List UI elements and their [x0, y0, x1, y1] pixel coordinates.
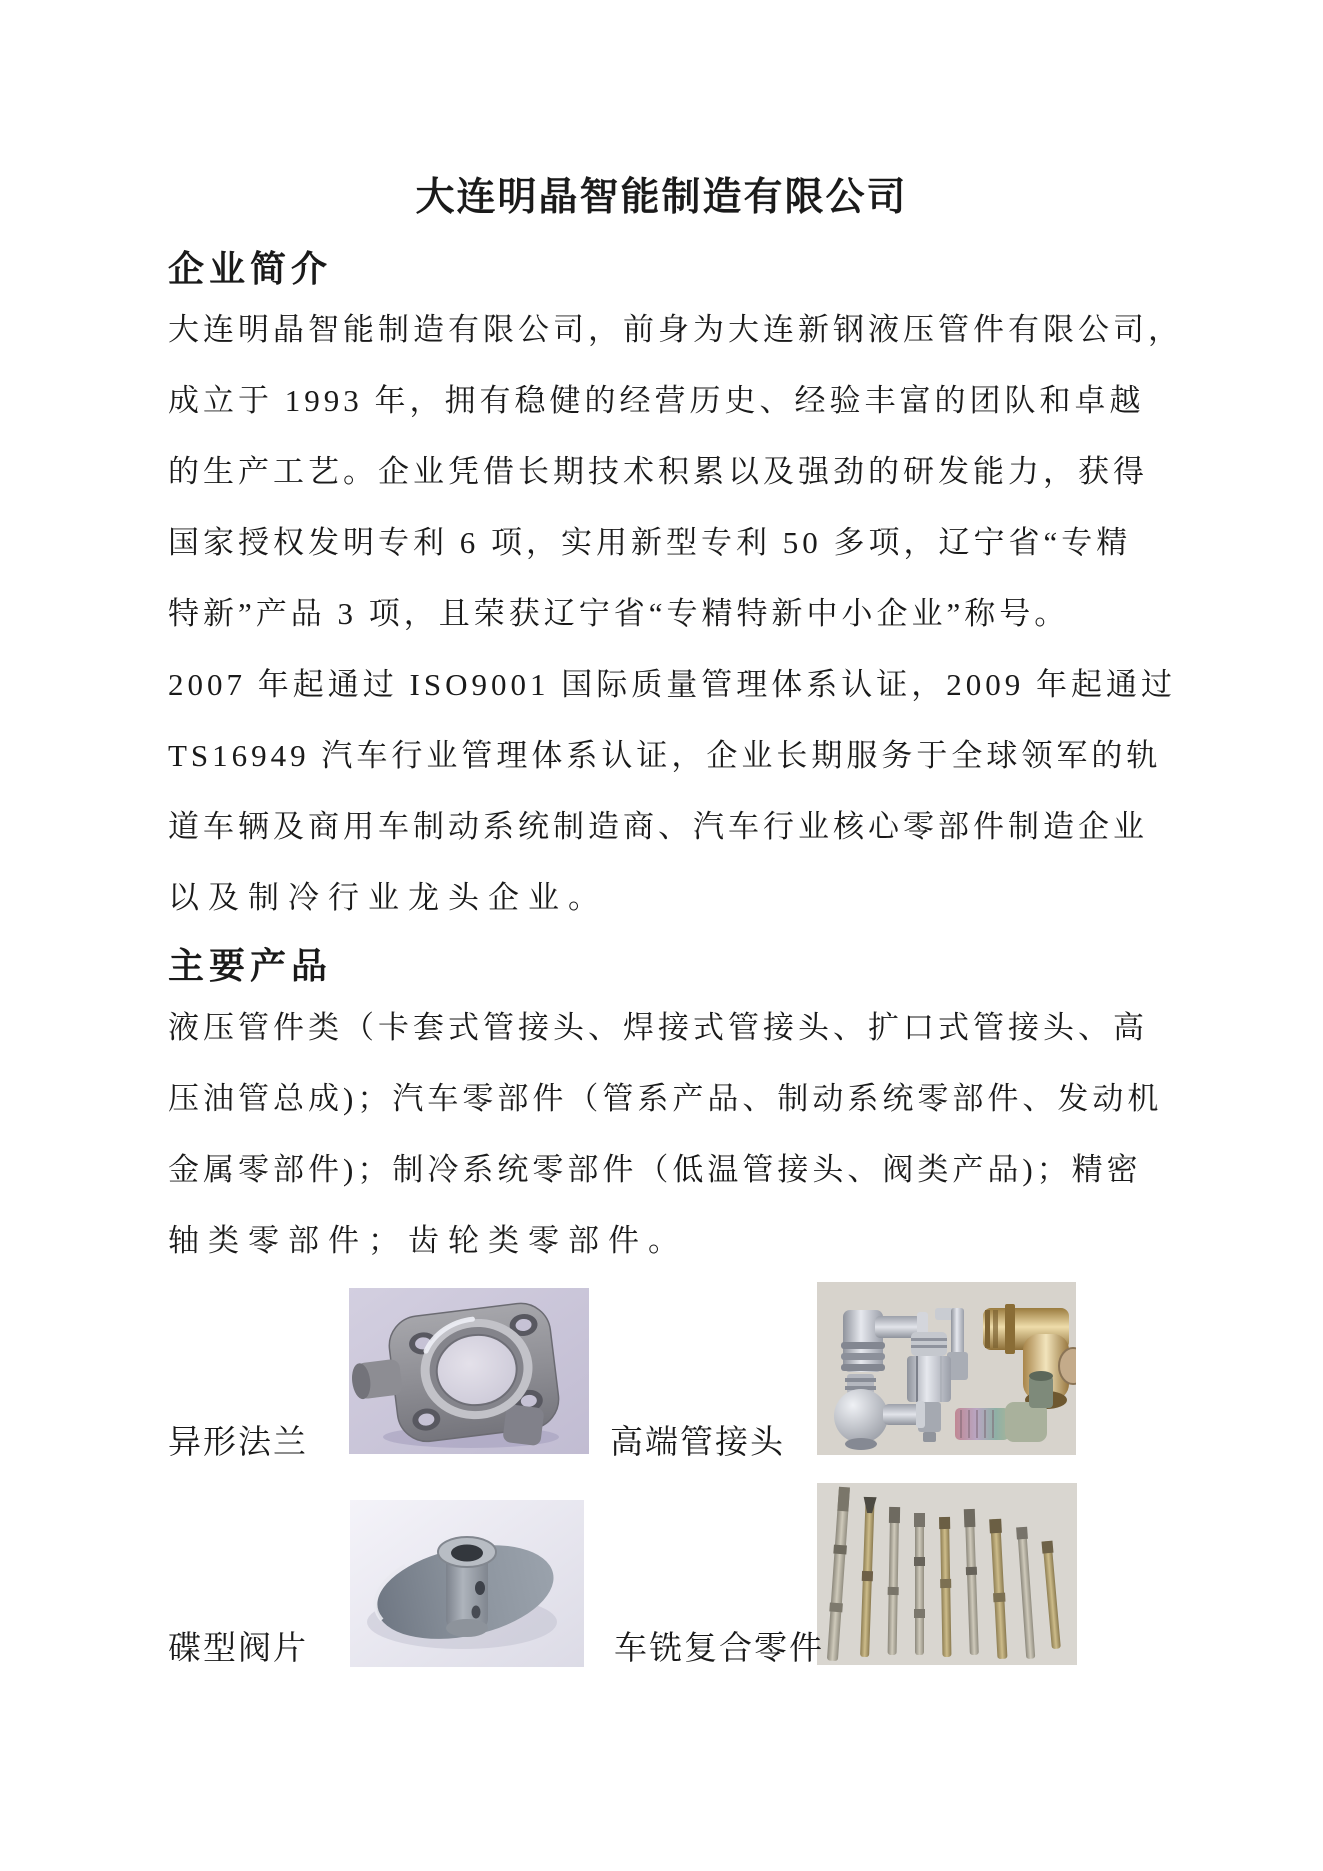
intro-line: 2007 年起通过 ISO9001 国际质量管理体系认证，2009 年起通过 — [168, 667, 1176, 702]
products-line: 金属零部件)；制冷系统零部件（低温管接头、阀类产品)；精密 — [168, 1152, 1142, 1187]
flange-photo — [349, 1288, 589, 1454]
intro-line: 成立于 1993 年，拥有稳健的经营历史、经验丰富的团队和卓越 — [168, 383, 1145, 418]
disc-valve-photo-caption: 碟型阀片 — [168, 1631, 308, 1667]
intro-line: 的生产工艺。企业凭借长期技术积累以及强劲的研发能力，获得 — [168, 454, 1148, 489]
page-title: 大连明晶智能制造有限公司 — [415, 176, 908, 219]
intro-line: TS16949 汽车行业管理体系认证，企业长期服务于全球领军的轨 — [168, 738, 1162, 773]
shafts-photo — [817, 1483, 1077, 1665]
intro-line: 以及制冷行业龙头企业。 — [168, 880, 608, 915]
disc-valve-photo — [350, 1500, 584, 1667]
shafts-photo-image — [817, 1483, 1077, 1665]
flange-photo-image — [349, 1288, 589, 1454]
products-line: 液压管件类（卡套式管接头、焊接式管接头、扩口式管接头、高 — [168, 1010, 1148, 1045]
intro-line: 大连明晶智能制造有限公司，前身为大连新钢液压管件有限公司， — [168, 312, 1183, 347]
company-intro-paragraph — [168, 294, 1183, 933]
products-line: 压油管总成)；汽车零部件（管系产品、制动系统零部件、发动机 — [168, 1081, 1163, 1116]
fittings-photo-image — [817, 1282, 1076, 1455]
fittings-photo-caption: 高端管接头 — [610, 1425, 785, 1461]
intro-line: 道车辆及商用车制动系统制造商、汽车行业核心零部件制造企业 — [168, 809, 1148, 844]
main-products-paragraph — [168, 992, 1163, 1276]
products-line: 轴类零部件；齿轮类零部件。 — [168, 1223, 688, 1258]
disc-valve-photo-image — [350, 1500, 584, 1667]
intro-line: 特新”产品 3 项，且荣获辽宁省“专精特新中小企业”称号。 — [168, 596, 1070, 631]
section-heading-company-intro: 企业简介 — [168, 249, 333, 289]
flange-photo-caption: 异形法兰 — [168, 1425, 308, 1461]
intro-line: 国家授权发明专利 6 项，实用新型专利 50 多项，辽宁省“专精 — [168, 525, 1132, 560]
section-heading-main-products: 主要产品 — [168, 946, 333, 986]
fittings-photo — [817, 1282, 1076, 1455]
shafts-photo-caption: 车铣复合零件 — [614, 1631, 824, 1667]
